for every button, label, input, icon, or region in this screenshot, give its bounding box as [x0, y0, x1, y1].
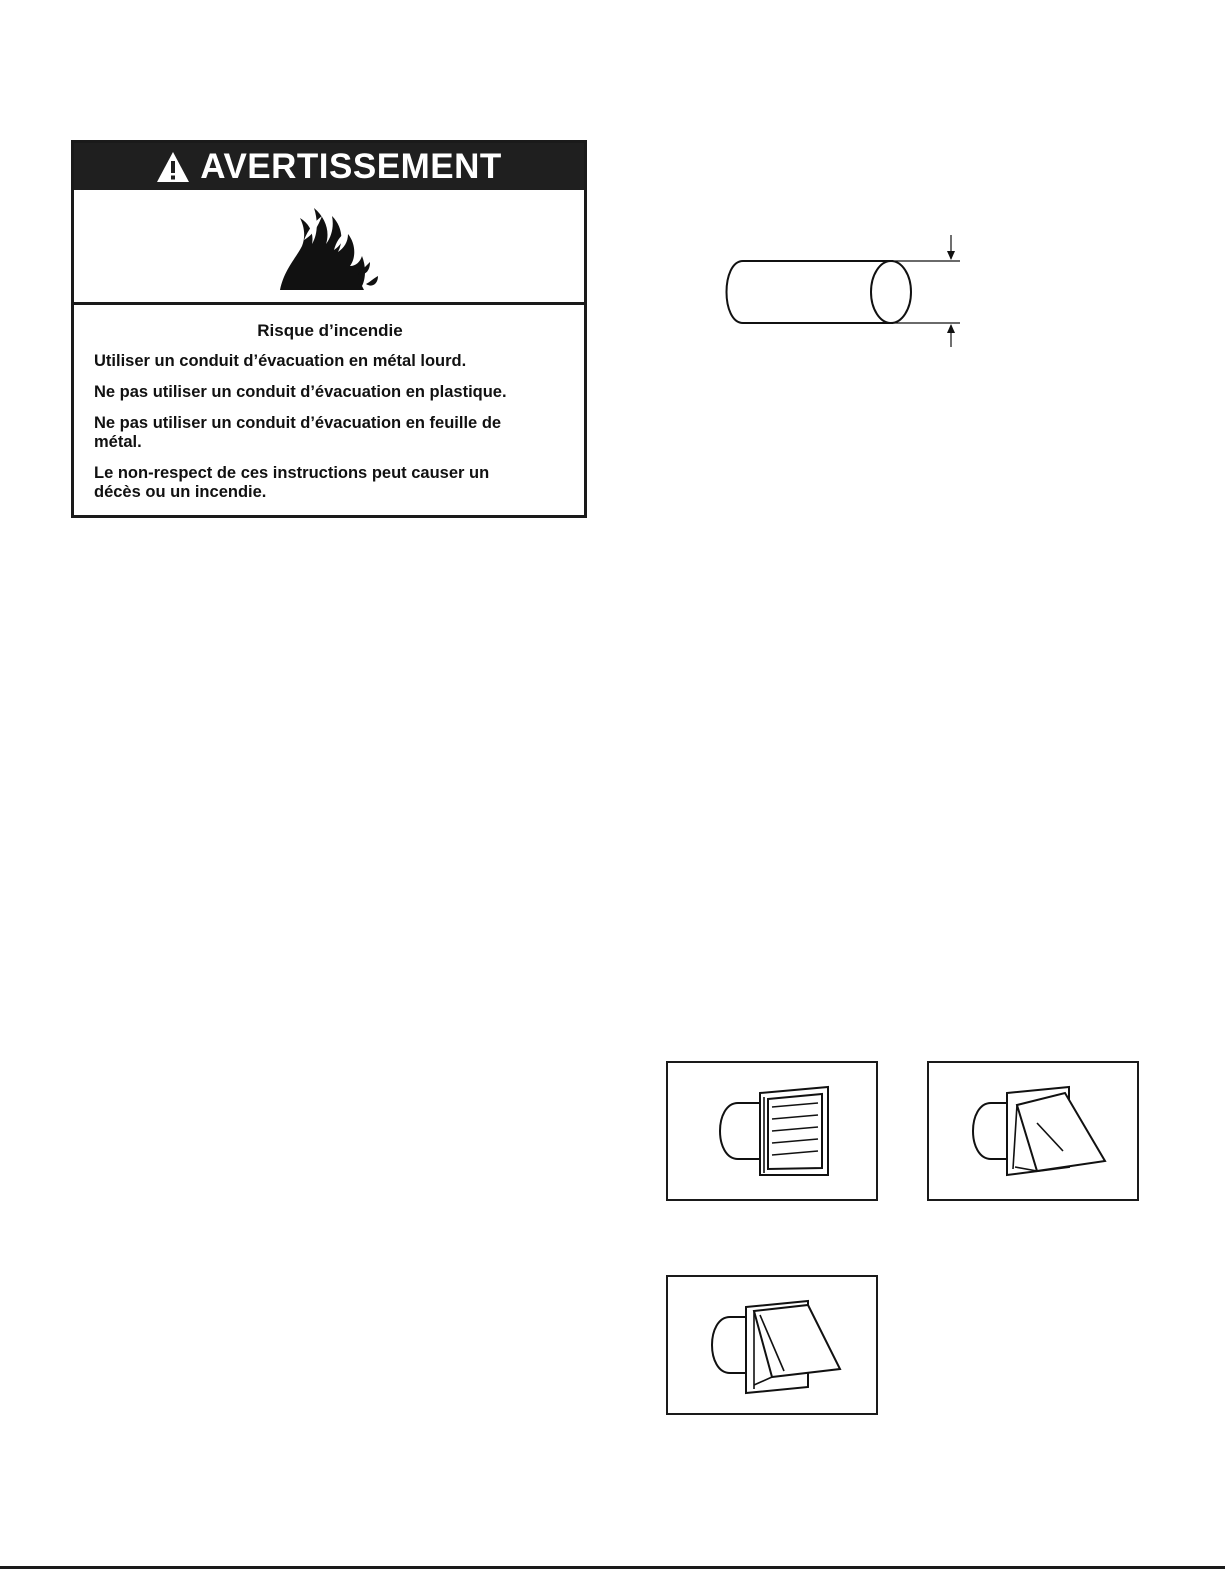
warning-triangle-icon — [156, 151, 190, 183]
fire-icon — [274, 200, 384, 292]
warning-box — [71, 140, 587, 518]
warning-line-2: Ne pas utiliser un conduit d’évacuation en plastique. — [94, 383, 507, 401]
warning-line-3: Ne pas utiliser un conduit d’évacuation en feuille de métal. — [94, 414, 502, 451]
box-hood-icon — [929, 1063, 1137, 1199]
angled-hood-figure — [666, 1275, 878, 1415]
duct-diameter-icon — [715, 225, 975, 355]
warning-body — [74, 305, 584, 502]
louvered-hood-icon — [668, 1063, 876, 1199]
bottom-rule — [0, 1566, 1225, 1569]
risk-title: Risque d’incendie — [257, 321, 403, 340]
warning-line-4: Le non-respect de ces instructions peut causer un décès ou un incendie. — [94, 464, 490, 501]
warning-title: AVERTISSEMENT — [200, 146, 502, 186]
fire-symbol-area — [74, 190, 584, 305]
warning-header — [74, 143, 584, 190]
louvered-hood-figure — [666, 1061, 878, 1201]
box-hood-figure — [927, 1061, 1139, 1201]
warning-line-1: Utiliser un conduit d’évacuation en métal lourd. — [94, 352, 467, 370]
angled-hood-icon — [668, 1277, 876, 1413]
